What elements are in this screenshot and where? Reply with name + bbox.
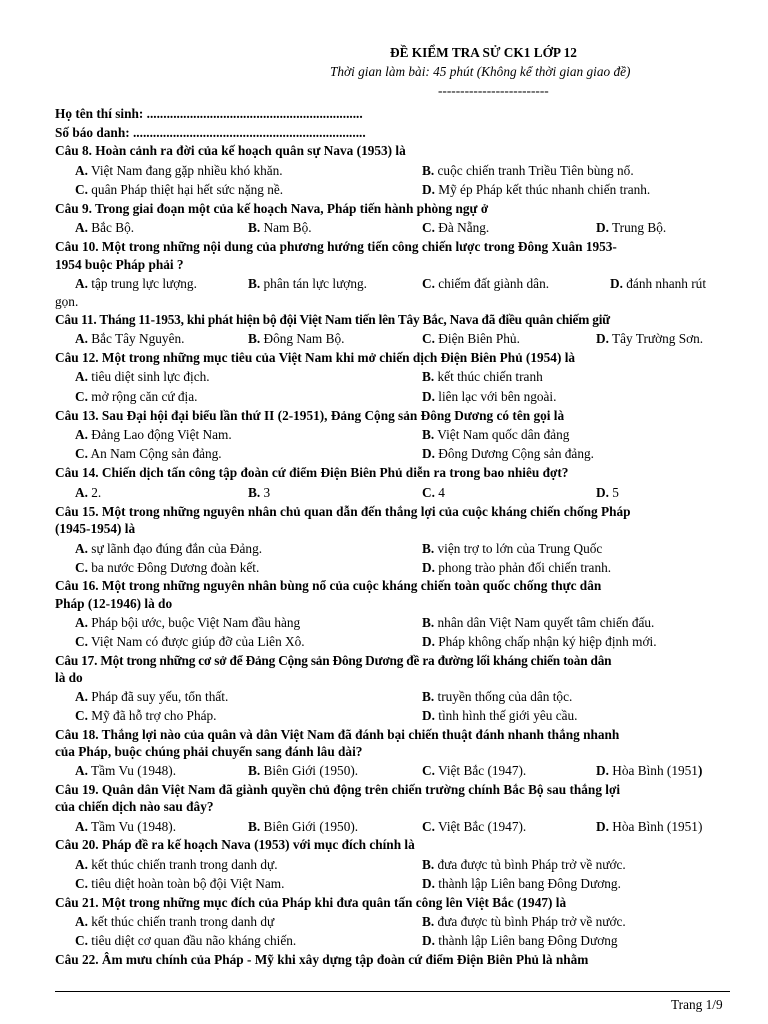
option-c: C. Điện Biên Phủ. (422, 331, 520, 346)
question-stem: Câu 11. Tháng 11-1953, khi phát hiện bộ đội Việt Nam tiến lên Tây Bắc, Nava đã điều quân chiếm giữ (55, 312, 610, 327)
question-stem-cont: Pháp (12-1946) là do (55, 596, 173, 611)
question-stem: Câu 10. Một trong những nội dung của phương hướng tiến công chiến lược trong Đông Xuân 1953- (55, 239, 617, 254)
option-b: B. Nam Bộ. (248, 220, 312, 235)
question-stem: Câu 22. Âm mưu chính của Pháp - Mỹ khi xây dựng tập đoàn cứ điểm Điện Biên Phủ là nhằm (55, 952, 589, 967)
page-number: Trang 1/9 (671, 997, 723, 1012)
footer-rule (55, 991, 730, 992)
option-d: D. 5 (596, 485, 619, 500)
option-d: D. Mỹ ép Pháp kết thúc nhanh chiến tranh. (422, 182, 651, 197)
option-d: D. thành lập Liên bang Đông Dương (422, 933, 618, 948)
option-d: D. Đông Dương Cộng sản đảng. (422, 446, 594, 461)
option-b: B. phân tán lực lượng. (248, 276, 367, 291)
question-stem: Câu 16. Một trong những nguyên nhân bùng nổ của cuộc kháng chiến toàn quốc chống thực dân (55, 578, 602, 593)
question-stem: Câu 8. Hoàn cảnh ra đời của kế hoạch quân sự Nava (1953) là (55, 143, 406, 158)
option-b: B. đưa được tủ bình Pháp trở về nước. (422, 857, 626, 872)
option-d: D. Hòa Bình (1951) (596, 763, 703, 778)
option-b: B. viện trợ to lớn của Trung Quốc (422, 541, 603, 556)
question-stem: Câu 17. Một trong những cơ sở để Đảng Cộng sản Đông Dương đề ra đường lối kháng chiến toàn dân (55, 653, 612, 668)
question-stem: Câu 18. Thắng lợi nào của quân và dân Việt Nam đã đánh bại chiến thuật đánh nhanh thắng nhanh (55, 727, 620, 742)
option-a: A. Pháp bội ước, buộc Việt Nam đầu hàng (75, 615, 301, 630)
option-c: C. mở rộng căn cứ địa. (75, 389, 198, 404)
option-d: D. Hòa Bình (1951) (596, 819, 703, 834)
option-c: C. Việt Nam có được giúp đỡ của Liên Xô. (75, 634, 305, 649)
option-c: C. chiếm đất giành dân. (422, 276, 550, 291)
option-c: C. ba nước Đông Dương đoàn kết. (75, 560, 260, 575)
option-b: B. Biên Giới (1950). (248, 819, 359, 834)
option-a: A. Việt Nam đang gặp nhiều khó khăn. (75, 163, 283, 178)
student-id-line: Số báo danh: ...................................................................... (55, 125, 366, 140)
option-b: B. nhân dân Việt Nam quyết tâm chiến đấu. (422, 615, 655, 630)
option-b: B. đưa được tù bình Pháp trở về nước. (422, 914, 626, 929)
option-a: A. Bắc Tây Nguyên. (75, 331, 185, 346)
option-d-continued: gọn. (55, 294, 79, 309)
option-d: D. đánh nhanh rút (610, 276, 707, 291)
question-stem: Câu 12. Một trong những mục tiêu của Việt Nam khi mở chiến dịch Điện Biên Phủ (1954) là (55, 350, 576, 365)
option-c: C. tiêu diệt cơ quan đầu não kháng chiến. (75, 933, 297, 948)
option-d: D. thành lập Liên bang Đông Dương. (422, 876, 621, 891)
option-d: D. Trung Bộ. (596, 220, 667, 235)
option-b: B. kết thúc chiến tranh (422, 369, 543, 384)
option-a: A. kết thúc chiến tranh trong danh dự. (75, 857, 278, 872)
question-stem-cont: là do (55, 670, 83, 685)
question-stem: Câu 14. Chiến dịch tấn công tập đoàn cứ điểm Điện Biên Phủ diễn ra trong bao nhiêu đợt? (55, 465, 569, 480)
option-d: D. phong trào phản đối chiến tranh. (422, 560, 612, 575)
question-stem: Câu 13. Sau Đại hội đại biểu lần thứ II (2-1951), Đảng Cộng sản Đông Dương có tên gọi là (55, 408, 565, 423)
option-c: C. 4 (422, 485, 445, 500)
option-a: A. tiêu diệt sinh lực địch. (75, 369, 210, 384)
option-a: A. Bắc Bộ. (75, 220, 135, 235)
option-b: B. Đông Nam Bộ. (248, 331, 345, 346)
option-b: B. Việt Nam quốc dân đảng (422, 427, 570, 442)
option-d: D. Pháp không chấp nhận ký hiệp định mới. (422, 634, 657, 649)
option-c: C. Đà Nẵng. (422, 220, 490, 235)
option-a: A. tập trung lực lượng. (75, 276, 197, 291)
option-b: B. truyền thống của dân tộc. (422, 689, 573, 704)
question-stem-cont: 1954 buộc Pháp phải ? (55, 257, 184, 272)
question-stem: Câu 15. Một trong những nguyên nhân chủ quan dẫn đến thắng lợi của cuộc kháng chiến chống Pháp (55, 504, 631, 519)
exam-title: ĐỀ KIỂM TRA SỬ CK1 LỚP 12 (390, 45, 577, 60)
option-b: B. Biên Giới (1950). (248, 763, 359, 778)
option-b: B. cuộc chiến tranh Triều Tiên bùng nổ. (422, 163, 634, 178)
option-c: C. An Nam Cộng sản đảng. (75, 446, 222, 461)
option-a: A. 2. (75, 485, 102, 500)
student-name-line: Họ tên thí sinh: ................................................................. (55, 106, 363, 121)
option-a: A. Tầm Vu (1948). (75, 763, 177, 778)
question-stem: Câu 20. Pháp đề ra kế hoạch Nava (1953) với mục đích chính là (55, 837, 415, 852)
option-d: D. liên lạc với bên ngoài. (422, 389, 557, 404)
option-a: A. Pháp đã suy yếu, tổn thất. (75, 689, 229, 704)
question-stem-cont: của Pháp, buộc chúng phải chuyển sang đánh lâu dài? (55, 744, 363, 759)
question-stem-cont: (1945-1954) là (55, 521, 136, 536)
option-c: C. Việt Bắc (1947). (422, 819, 527, 834)
option-d: D. Tây Trường Sơn. (596, 331, 704, 346)
option-a: A. Tầm Vu (1948). (75, 819, 177, 834)
option-d: D. tình hình thế giới yêu cầu. (422, 708, 578, 723)
exam-subtitle: Thời gian làm bài: 45 phút (Không kể thời gian giao đề) (330, 64, 631, 79)
question-stem: Câu 9. Trong giai đoạn một của kế hoạch Nava, Pháp tiến hành phòng ngự ở (55, 201, 489, 216)
option-a: A. kết thúc chiến tranh trong danh dự (75, 914, 275, 929)
option-c: C. Việt Bắc (1947). (422, 763, 527, 778)
question-stem: Câu 19. Quân dân Việt Nam đã giành quyền chủ động trên chiến trường chính Bắc Bộ sau thắng lợi (55, 782, 621, 797)
question-stem: Câu 21. Một trong những mục đích của Pháp khi đưa quân tấn công lên Việt Bắc (1947) là (55, 895, 567, 910)
option-c: C. Mỹ đã hỗ trợ cho Pháp. (75, 708, 217, 723)
option-a: A. Đảng Lao động Việt Nam. (75, 427, 232, 442)
option-c: C. tiêu diệt hoàn toàn bộ đội Việt Nam. (75, 876, 285, 891)
option-c: C. quân Pháp thiệt hại hết sức nặng nề. (75, 182, 284, 197)
question-stem-cont: của chiến dịch nào sau đây? (55, 799, 214, 814)
option-b: B. 3 (248, 485, 271, 500)
option-a: A. sự lãnh đạo đúng đắn của Đảng. (75, 541, 263, 556)
header-divider: ------------------------- (438, 83, 549, 98)
